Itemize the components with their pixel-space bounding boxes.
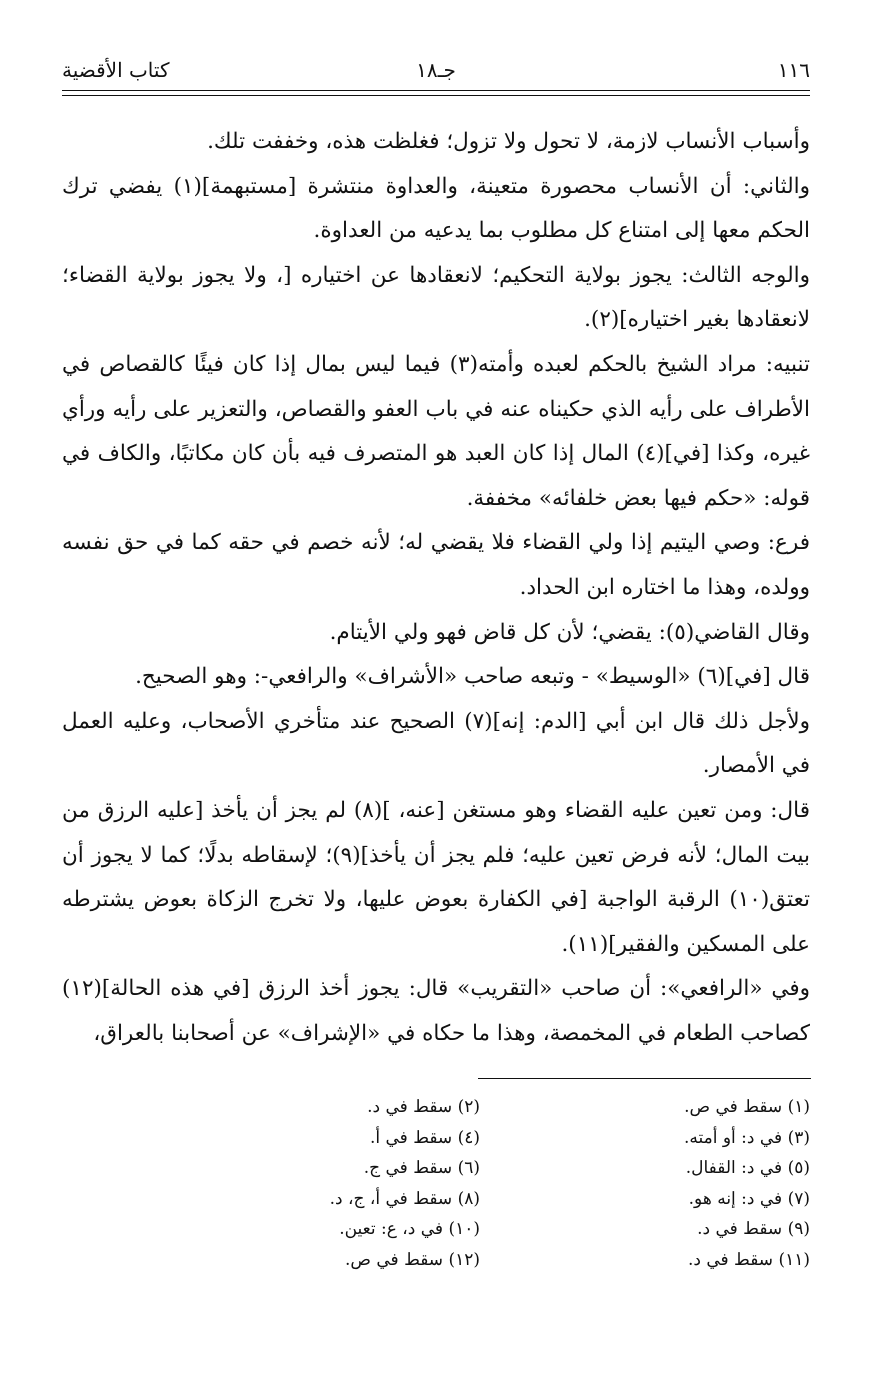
- header-rule-bottom: [62, 95, 810, 96]
- paragraph: وأسباب الأنساب لازمة، لا تحول ولا تزول؛ فغلظت هذه، وخففت تلك.: [207, 129, 810, 154]
- footnote-separator: [478, 1078, 811, 1079]
- paragraph: وقال القاضي(٥): يقضي؛ لأن كل قاض فهو ولي الأيتام.: [329, 619, 810, 645]
- footnote: (٩) سقط في د.: [697, 1219, 810, 1239]
- volume-label: جـ١٨: [416, 58, 456, 82]
- footnotes: [200, 1092, 810, 1275]
- footnote: (٤) سقط في أ.: [369, 1127, 480, 1148]
- header-rule-top: [62, 90, 810, 91]
- paragraph: فرع: وصي اليتيم إذا ولي القضاء فلا يقضي له؛ لأنه خصم في حقه كما في حق نفسه وولده، وهذا ما اختاره ابن الحداد.: [62, 530, 810, 600]
- book-title: كتاب الأقضية: [62, 58, 170, 82]
- paragraph: والوجه الثالث: يجوز بولاية التحكيم؛ لانعقادها عن اختياره [، ولا يجوز بولاية القضاء؛ لانعقادها بغير اختياره](٢).: [62, 262, 810, 333]
- footnote: (١٢) سقط في ص.: [345, 1249, 480, 1270]
- footnote: (٣) في د: أو أمته.: [683, 1127, 810, 1148]
- footnote: (٨) سقط في أ، ج، د.: [329, 1188, 480, 1209]
- paragraph: قال: ومن تعين عليه القضاء وهو مستغن [عنه، ](٨) لم يجز أن يأخذ [عليه الرزق من بيت المال؛ لأنه فرض تعين عليه؛ فلم يجز أن يأخذ](٩)؛ لإسقاطه بدلًا؛ كما لا يجوز أن تعتق(١٠) الرقبة الواجبة [في الكفارة بعوض عليها، ولا تخرج الزكاة بعوض يشترطه على المسكين والفقير](١١).: [62, 797, 810, 957]
- footnote: (١) سقط في ص.: [684, 1097, 810, 1117]
- footnote: (٦) سقط في ج.: [363, 1158, 480, 1178]
- footnote: (٧) في د: إنه هو.: [688, 1188, 810, 1209]
- paragraph: تنبيه: مراد الشيخ بالحكم لعبده وأمته(٣) فيما ليس بمال إذا كان فيئًا كالقصاص في الأطراف على رأيه الذي حكيناه عنه في باب العفو والقصاص، والتعزير على رأيه ورأي غيره، وكذا [في](٤) المال إذا كان العبد هو المتصرف فيه بأن كان مكاتبًا، والكاف في قوله: «حكم فيها بعض خلفائه» مخففة.: [62, 351, 810, 511]
- main-text: [62, 120, 810, 1056]
- footnote: (٢) سقط في د.: [367, 1097, 480, 1117]
- paragraph: قال [في](٦) «الوسيط» - وتبعه صاحب «الأشراف» والرافعي-: وهو الصحيح.: [135, 664, 810, 690]
- footnote: (١١) سقط في د.: [687, 1249, 810, 1270]
- page-number: ١١٦: [777, 58, 810, 82]
- paragraph: ولأجل ذلك قال ابن أبي [الدم: إنه](٧) الصحيح عند متأخري الأصحاب، وعليه العمل في الأمصار.: [62, 708, 810, 779]
- footnote: (١٠) في د، ع: تعين.: [339, 1219, 480, 1239]
- footnote: (٥) في د: القفال.: [685, 1158, 810, 1178]
- paragraph: والثاني: أن الأنساب محصورة متعينة، والعداوة منتشرة [مستبهمة](١) يفضي ترك الحكم معها إلى امتناع كل مطلوب بما يدعيه من العداوة.: [62, 173, 810, 244]
- page-header: [62, 58, 810, 90]
- paragraph: وفي «الرافعي»: أن صاحب «التقريب» قال: يجوز أخذ الرزق [في هذه الحالة](١٢) كصاحب الطعام في المخمصة، وهذا ما حكاه في «الإشراف» عن أصحابنا بالعراق،: [62, 976, 810, 1046]
